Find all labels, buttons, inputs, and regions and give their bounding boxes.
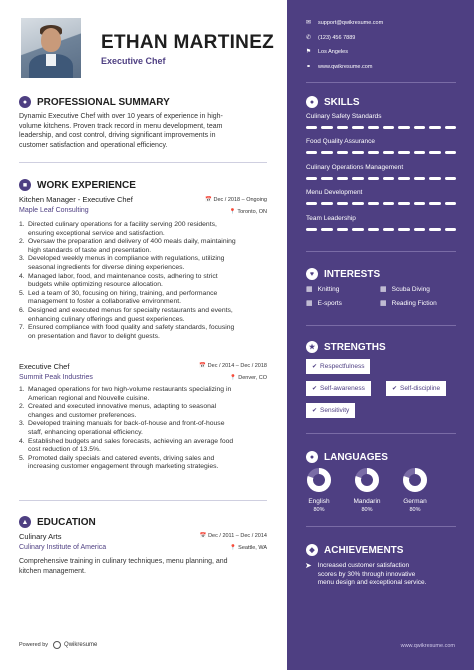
phone-icon: ✆ — [305, 35, 312, 41]
divider — [306, 526, 456, 527]
check-icon: ✔ — [312, 386, 318, 392]
job-title: Kitchen Manager - Executive Chef — [19, 195, 133, 204]
education-location-text: Seattle, WA — [238, 545, 267, 551]
calendar-icon: 📅 — [199, 363, 208, 369]
section-summary-heading — [19, 96, 170, 108]
school-name: Culinary Institute of America — [19, 544, 107, 551]
yarn-icon: ▦ — [306, 286, 313, 293]
strength-label: Self-discipline — [400, 385, 441, 392]
language-percent: 80% — [313, 507, 325, 513]
rocket-icon: ➤ — [305, 561, 312, 570]
job-company: Maple Leaf Consulting — [19, 207, 89, 214]
interest-item — [380, 299, 437, 307]
achievements-heading-text: ACHIEVEMENTS — [324, 544, 404, 556]
job-location — [230, 375, 267, 381]
language-item — [397, 467, 433, 513]
divider — [306, 433, 456, 434]
summary-heading-text: PROFESSIONAL SUMMARY — [37, 96, 170, 108]
strength-label: Self-awareness — [320, 385, 365, 392]
footer-website[interactable]: www.qwikresume.com — [400, 643, 455, 649]
pin-icon: 📍 — [229, 375, 239, 381]
section-languages-heading — [306, 451, 388, 463]
interest-label: Scuba Diving — [391, 285, 430, 293]
language-item — [349, 467, 385, 513]
calendar-icon: 📅 — [199, 533, 209, 539]
list-item: 2. Created and executed innovative menus, adapting to seasonal changes and customer preferences. — [19, 403, 217, 419]
person-icon: ● — [19, 96, 31, 108]
powered-by-text: Powered by — [19, 642, 49, 648]
job-location — [229, 209, 267, 215]
job-dates — [199, 363, 267, 369]
strength-tag — [386, 381, 446, 396]
job-company: Summit Peak Industries — [19, 374, 93, 381]
qwikresume-logo-icon — [53, 641, 61, 649]
job-location-text: Denver, CO — [238, 375, 267, 381]
education-heading-text: EDUCATION — [37, 516, 96, 528]
list-item: 7. Ensured compliance with food quality and safety standards, focusing on presentation and flavor to delight guests. — [19, 324, 235, 340]
language-name: English — [308, 498, 330, 505]
mail-icon: ✉ — [305, 20, 312, 26]
strength-tag — [306, 403, 355, 418]
skill-bar — [306, 177, 456, 180]
candidate-title: Executive Chef — [101, 56, 166, 66]
education-description — [19, 557, 271, 576]
list-item: 5. Led a team of 30, focusing on hiring, training, and performance management to foster a collaborative environment. — [19, 289, 218, 306]
list-item: 6. Designed and executed menus for specialty restaurants and events, enhancing culinary offerings and guest experiences. — [19, 306, 233, 323]
education-dates-text: Dec / 2011 – Dec / 2014 — [208, 533, 267, 539]
contact-email-text: support@qwikresume.com — [318, 19, 384, 26]
strength-label: Sensitivity — [320, 407, 350, 414]
contact-phone-text: (123) 456 7889 — [318, 34, 356, 41]
skill-bar — [306, 126, 456, 129]
skill-name: Team Leadership — [306, 215, 356, 222]
check-icon: ✔ — [312, 364, 318, 370]
pin-icon: 📍 — [229, 209, 238, 215]
language-percent: 80% — [361, 507, 373, 513]
job-dates-text: Dec / 2014 – Dec / 2018 — [207, 363, 267, 369]
list-item: 1. Managed operations for two high-volume restaurants specializing in American regional and Nouvelle cuisine. — [19, 386, 232, 402]
skill-name: Menu Development — [306, 189, 363, 196]
achievement-line: Increased customer satisfaction — [317, 562, 410, 569]
location-icon: ⚑ — [305, 49, 312, 55]
summary-line: volume kitchens. Proven track record in menu development, team — [19, 122, 223, 130]
bolt-icon: ★ — [306, 341, 318, 353]
language-percent: 80% — [409, 507, 421, 513]
summary-text — [19, 112, 271, 150]
job-location-text: Toronto, ON — [237, 209, 267, 215]
lightbulb-icon: ● — [306, 96, 318, 108]
job-dates — [205, 197, 267, 203]
summary-line: leadership, and cost control, driving significant improvements in — [19, 132, 216, 139]
strength-tag — [306, 381, 371, 396]
language-gauge — [306, 467, 332, 493]
interest-item — [380, 285, 430, 293]
section-achievements-heading — [306, 544, 403, 556]
check-icon: ✔ — [312, 408, 318, 414]
language-gauge — [402, 467, 428, 493]
list-item: 4. Established budgets and sales forecasts, achieving an average food cost reduction of 13.5%. — [19, 437, 234, 454]
contact-website-text: www.qwikresume.com — [318, 63, 373, 70]
skill-name: Food Quality Assurance — [306, 138, 376, 145]
skill-bar — [306, 202, 456, 205]
trophy-icon: ◆ — [306, 544, 318, 556]
interests-heading-text: INTERESTS — [324, 268, 381, 280]
achievement-line: scores by 30% through innovative — [317, 570, 416, 578]
contact-location — [305, 48, 348, 55]
graduation-cap-icon: ▲ — [19, 516, 31, 528]
skill-name: Culinary Operations Management — [306, 164, 404, 171]
education-location — [230, 545, 267, 551]
list-item: 1. Directed culinary operations for a facility serving 200 residents, ensuring exceptional service and satisfaction. — [19, 221, 217, 237]
list-item: 4. Managed labor, food, and maintenance costs, adhering to strict budgets while optimizing resource allocation. — [19, 272, 218, 289]
list-item: 2. Oversaw the preparation and delivery of 400 meals daily, maintaining high standards of taste and presentation. — [19, 238, 236, 254]
skill-bar — [306, 228, 456, 231]
section-strengths-heading — [306, 341, 386, 353]
interest-label: Reading Fiction — [391, 299, 437, 307]
check-icon: ✔ — [392, 386, 398, 392]
interest-label: Knitting — [317, 285, 340, 293]
section-experience-heading — [19, 179, 136, 191]
achievement-item — [305, 562, 460, 588]
list-item: 3. Developed training manuals for back-of-house and front-of-house staff, enhancing operational efficiency. — [19, 420, 225, 436]
briefcase-icon: ■ — [19, 179, 31, 191]
heart-icon: ♥ — [306, 268, 318, 280]
section-interests-heading — [306, 268, 380, 280]
interest-label: E-sports — [317, 299, 342, 307]
education-line: kitchen management. — [19, 567, 86, 575]
experience-heading-text: WORK EXPERIENCE — [37, 179, 136, 191]
job-bullets — [19, 386, 271, 472]
language-name: Mandarin — [353, 498, 381, 505]
divider — [19, 500, 267, 501]
contact-website[interactable] — [305, 63, 372, 70]
interest-item — [306, 285, 339, 293]
diving-icon: ▦ — [380, 286, 387, 293]
brand-name[interactable]: Qwikresume — [64, 642, 98, 648]
language-gauge — [354, 467, 380, 493]
section-education-heading — [19, 516, 96, 528]
skills-heading-text: SKILLS — [324, 96, 360, 108]
candidate-name: ETHAN MARTINEZ — [101, 32, 275, 53]
strength-tag — [306, 359, 370, 374]
skill-bar — [306, 151, 456, 154]
calendar-icon: 📅 — [205, 197, 214, 203]
summary-line: Dynamic Executive Chef with over 10 years of experience in high- — [19, 113, 223, 120]
list-item: 5. Promoted daily specials and catered events, driving sales and increasing customer engagement through marketing strategies. — [19, 454, 219, 471]
languages-heading-text: LANGUAGES — [324, 451, 388, 463]
list-item: 3. Developed weekly menus in compliance with regulations, utilizing seasonal ingredients for diverse dining experiences. — [19, 255, 225, 271]
strength-label: Respectfulness — [320, 363, 365, 370]
job-bullets — [19, 221, 271, 341]
achievement-line: menu design and exceptional service. — [317, 579, 427, 586]
language-item — [301, 467, 337, 513]
gamepad-icon: ▦ — [306, 300, 313, 307]
divider — [19, 162, 267, 163]
interest-item — [306, 299, 342, 307]
chat-icon: ● — [306, 451, 318, 463]
divider — [306, 251, 456, 252]
education-line: Comprehensive training in culinary techniques, menu planning, and — [19, 558, 228, 565]
pin-icon: 📍 — [229, 545, 239, 551]
skill-name: Culinary Safety Standards — [306, 113, 382, 120]
education-dates — [200, 533, 267, 539]
language-name: German — [403, 498, 427, 505]
profile-photo — [21, 18, 81, 78]
job-dates-text: Dec / 2018 – Ongoing — [213, 197, 267, 203]
book-icon: ▦ — [380, 300, 387, 307]
sidebar — [287, 0, 474, 670]
summary-line: customer satisfaction and operational efficiency. — [19, 141, 168, 149]
section-skills-heading — [306, 96, 360, 108]
job-title: Executive Chef — [19, 362, 70, 371]
globe-icon: ⚭ — [305, 64, 312, 70]
strengths-heading-text: STRENGTHS — [324, 341, 386, 353]
contact-location-text: Los Angeles — [318, 48, 348, 55]
contact-phone[interactable] — [305, 34, 355, 41]
contact-email[interactable] — [305, 19, 383, 26]
degree-title: Culinary Arts — [19, 532, 62, 541]
divider — [306, 82, 456, 83]
footer — [19, 641, 97, 649]
divider — [306, 325, 456, 326]
